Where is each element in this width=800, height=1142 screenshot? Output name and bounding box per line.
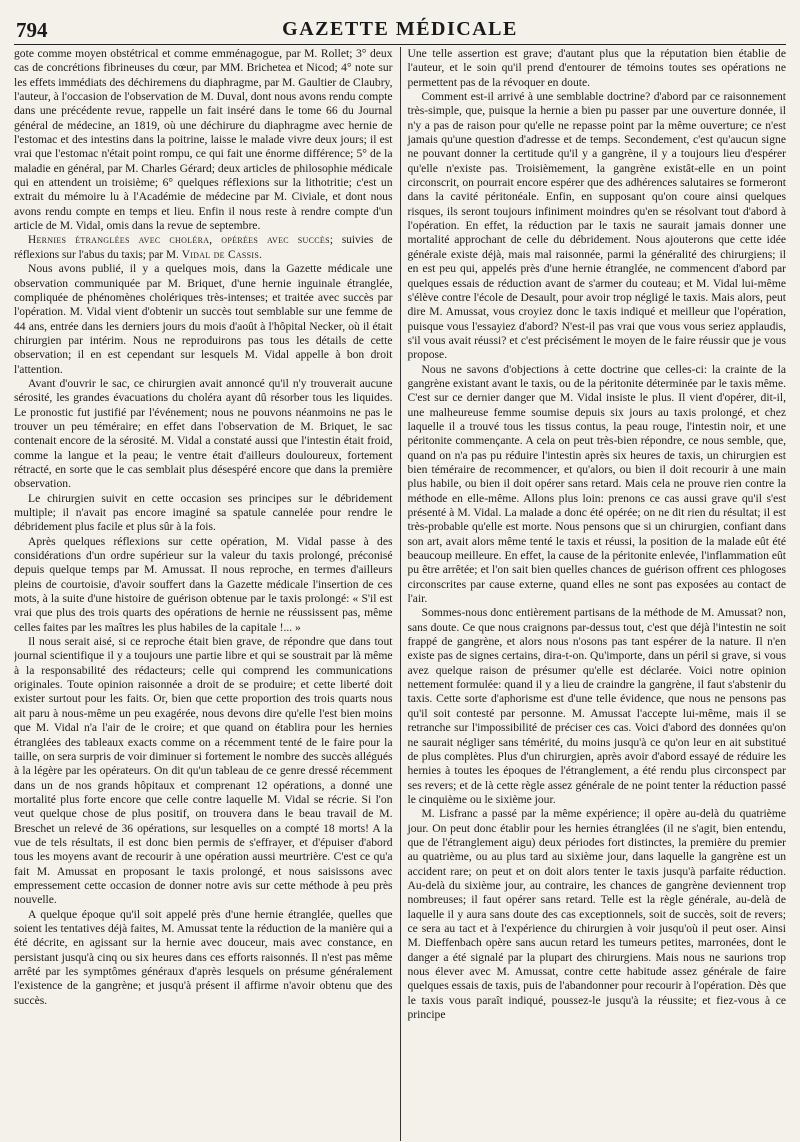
body-paragraph: Nous ne savons d'objections à cette doctrine que celles-ci: la crainte de la gangrène existant avant le taxis, ou de la péritonite déterminée par le taxis même. C'est sur ce dernier danger que M. Vidal insiste le plus. Il vient d'opérer, dit-il, une malheureuse femme soumise depuis six jours au taxis prolongé, et chez laquelle il a trouvé tous les tissus contus, la peau rouge, l'intestin noir, et une péritonite commençante. A cela on peut très-bien répondre, ce nous semble, que, quand on n'a pas pu réduire l'intestin après six heures de taxis, un chirurgien est bien téméraire de recommencer, et qu'alors, ou bien il doit recourir à une main plus habile, ou bien il doit opérer sans retard. Mais cela ne prouve rien contre la méthode en elle-même. Allons plus loin: prenons ce cas aussi grave qu'il s'est présenté à M. Vidal. La malade a donc été opérée; on ne dit rien du résultat; il est très-probable qu'elle est morte. Nous pensons que si un chirurgien, confiant dans son art, avait alors même tenté le taxis et réussi, la position de la malade eût été beaucoup meilleure. En effet, la cause de la péritonite enlevée, l'inflammation eût pu être arrêtée; et l'on sait bien quelles chances de guérison offrent ces phlogoses circonscrites par cause externe, quand elles ne sont pas exposées au contact de l'air. [407, 362, 786, 606]
body-paragraph: Avant d'ouvrir le sac, ce chirurgien avait annoncé qu'il n'y trouverait aucune sérosité, les grandes évacuations du choléra ayant dû résorber tous les liquides. Le pronostic fut justifié par l'événement; nous ne pouvons néanmoins ne pas le trouver un peu téméraire; en effet dans l'observation de M. Briquet, le sac contenait encore de la sérosité. M. Vidal a constaté aussi que l'intestin était froid, comme la langue et la peau; le ventre était d'ailleurs douloureux, fortement rétracté, en sorte que le cas semblait plus désespéré encore que dans la première observation. [14, 376, 393, 491]
review-continuation-paragraph: gote comme moyen obstétrical et comme emménagogue, par M. Rollet; 3° deux cas de concrétions fibrineuses du cœur, par MM. Brichetea et Nicod; 4° note sur les effets immédiats des déchiremens du diaphragme, par M. Gaultier de Claubry, l'auteur, à l'occasion de l'observation de M. Duval, dont nous avons rendu compte dans une précédente revue, rappelle un fait inséré dans le tome 66 du Journal général de médecine, an 1819, où une déchirure du diaphragme avec hernie de l'estomac et des intestins dans la poitrine, laisse le malade vivre deux jours; il est vrai que l'estomac n'était point rompu, ce qui fait une énorme différence; 5° de la maladie en général, par M. Charles Gérard; deux articles de philosophie médicale qui en attendent un troisième; 6° quelques réflexions sur la lithotritie; c'est un extrait du mémoire lu à l'Académie de médecine par M. Civiale, et dont nous avons rendu compte en temps et lieu. Enfin il nous reste à rendre compte d'un article de M. Vidal, omis dans la revue de septembre. [14, 47, 393, 233]
text-columns [14, 47, 786, 1141]
page-header [14, 8, 786, 45]
page-number: 794 [16, 18, 48, 42]
body-paragraph: M. Lisfranc a passé par la même expérience; il opère au-delà du quatrième jour. On peut donc établir pour les hernies étranglées (il ne s'agit, bien entendu, que de l'étranglement aigu) deux périodes fort distinctes, la première du premier au quatrième, ou au plus tard au sixième jour, dans laquelle la gangrène est un accident rare; on peut et on doit alors tenter le taxis jusqu'à parfaite réduction. Au-delà du sixième jour, au contraire, les chances de gangrène deviennent trop nombreuses; il faut opérer sans retard. Telle est la règle générale, au-delà de laquelle il y aura sans doute des cas exceptionnels, soit de succès, soit de revers; ce sera au tact et à l'expérience du chirurgien à voir jusqu'où il peut oser. Ainsi M. Dieffenbach opère sans aucun retard les tumeurs petites, marronées, dont le danger a été signalé par la plupart des chirurgiens. Mais nous ne saurions trop nous élever avec M. Amussat, contre cette habitude assez générale de faire quelques essais de taxis, puis de l'abandonner pour recourir à l'opération. Dès que le taxis vous paraît indiqué, poussez-le jusqu'à la réussite; et fiez-vous à ce principe [407, 807, 786, 1022]
body-paragraph: Après quelques réflexions sur cette opération, M. Vidal passe à des considérations d'un ordre supérieur sur la valeur du taxis prolongé, préconisé depuis quelque temps par M. Amussat. Il nous reproche, en termes d'ailleurs pleins de courtoisie, d'avoir souffert dans la Gazette médicale l'insertion de ces mots, à la suite d'une histoire de guérison obtenue par le taxis prolongé: « S'il est vrai que plus des trois quarts des opérations de hernie ne réussissent pas, même celles faites par les maîtres les plus habiles de la capitale !... » [14, 534, 393, 634]
section-heading-author: Vidal de Cassis. [181, 248, 263, 261]
body-paragraph: Il nous serait aisé, si ce reproche était bien grave, de répondre que dans tout journal scientifique il y a toujours une partie libre et qui se soustrait par là même à la responsabilité des rédacteurs; celle qui comprend les communications originales. Toute opinion raisonnée a droit de se produire; et cette liberté doit exister surtout pour les faits. Or, bien que cette proportion des trois quarts nous ait paru à nous-même un peu exagérée, nous devons dire qu'elle l'est bien moins que M. Vidal n'a l'air de le croire; et que quand on établira pour les hernies étranglées des tableaux exacts comme on a récemment tenté de le faire pour la taille, on sera surpris de voir diminuer si fortement le nombre des succès allégués à la légère par les opérateurs. On dit qu'un tableau de ce genre dressé récemment dans un de nos grands hôpitaux et comprenant 12 opérations, a donné une mortalité plus forte encore que celle contre laquelle M. Vidal se récrie. Si l'on veut quelque chose de plus positif, on trouvera dans le beau travail de M. Breschet un relevé de 36 opérations, sur lesquelles on a compté 18 morts! A la vue de tels résultats, il est donc bien permis de s'effrayer, et d'épuiser d'abord tous les moyens avant de recourir à une opération aussi meurtrière. C'est ce qu'a fait M. Amussat en proposant le taxis prolongé, et nous saisissons avec empressement cette occasion de donner notre avis sur cette méthode à peu près nouvelle. [14, 635, 393, 907]
right-column [400, 47, 787, 1141]
body-paragraph: Nous avons publié, il y a quelques mois, dans la Gazette médicale une observation communiquée par M. Briquet, d'une hernie inguinale étranglée, compliquée de phénomènes cholériques très-intenses; et traitée avec succès par l'opération. M. Vidal vient d'obtenir un succès tout semblable sur une femme de 44 ans, entrée dans les derniers jours du mois d'août à l'hôpital Necker, où il était chirurgien par intérim. Nous ne reproduirons pas tous les détails de cette observation; il en est cependant sur lesquels M. Vidal appelle à bon droit l'attention. [14, 262, 393, 376]
section-heading-subtitle: suivies de réflexions sur l'abus du taxis; par M. [14, 234, 393, 261]
section-heading-title: Hernies étranglées avec choléra, opérées avec succès; [28, 234, 334, 247]
section-heading [14, 233, 393, 262]
body-paragraph: Une telle assertion est grave; d'autant plus que la réputation bien établie de l'auteur, et le soin qu'il prend d'entourer de témoins toutes ses opérations ne permettent pas de la révoquer en doute. [407, 47, 786, 89]
journal-title: GAZETTE MÉDICALE [282, 18, 518, 40]
body-paragraph: Le chirurgien suivit en cette occasion ses principes sur le débridement multiple; il n'avait pas encore imaginé sa spatule cannelée pour rendre le débridement plus facile et plus sûr à la fois. [14, 491, 393, 534]
body-paragraph: A quelque époque qu'il soit appelé près d'une hernie étranglée, quelles que soient les tentatives déjà faites, M. Amussat tente la réduction de la manière qui a été décrite, en agissant sur la hernie avec douceur, mais avec constance, en persistant jusqu'à cinq ou six heures dans ces efforts raisonnés. Il n'est pas même arrêté par les symptômes généraux d'après lesquels on présume généralement l'existence de la gangrène; et jusqu'à présent il affirme n'avoir obtenu que des succès. [14, 907, 393, 1007]
body-paragraph: Sommes-nous donc entièrement partisans de la méthode de M. Amussat? non, sans doute. Ce que nous craignons par-dessus tout, c'est que déjà l'intestin ne soit frappé de gangrène, et alors nous n'osons pas tant espérer de la nature. Il n'en existe pas de signes certains, dira-t-on. Qu'importe, dans un péril si grave, si vous avez quelque raison de présumer qu'elle est déclarée. Voici notre opinion nettement formulée: quand il y a lieu de craindre la gangrène, il faut s'abstenir du taxis. Cette sorte d'aphorisme est d'une telle évidence, que nous ne pensons pas qu'il soit contesté par personne. M. Amussat l'accepte lui-même, mais il se retranche sur l'impossibilité de préciser ces cas. Voici d'abord des données qu'on ne saurait négliger sans témérité, du moins jusqu'à ce qu'on leur en ait substitué de plus complètes. Plus d'un chirurgien, après avoir d'abord essayé de réduire les hernies à toutes les époques de l'étranglement, a été rendu plus circonspect par ses revers; et de là cette règle assez générale de ne point tenter la réduction passé le cinquième ou le sixième jour. [407, 606, 786, 806]
left-column [14, 47, 400, 1141]
body-paragraph: Comment est-il arrivé à une semblable doctrine? d'abord par ce raisonnement très-simple, que, puisque la hernie a bien pu passer par une ouverture donnée, il n'y a pas de raison pour qu'elle ne repasse point par la même ouverture; ce n'est jamais qu'une question d'adresse et de temps. Secondement, c'est qu'aucun signe ne pouvant donner la certitude qu'il y a gangrène, il y a toujours lieu d'espérer qu'elle n'existe pas. Troisièmement, la gangrène existât-elle en un point circonscrit, on pourrait encore espérer que des adhérences salutaires se formeront dans la cavité péritonéale. Enfin, en supposant qu'on coure ainsi quelques risques, ils seront toujours infiniment moindres qu'en se résolvant tout d'abord à l'opération. En effet, la réduction par le taxis ne saurait jamais donner une mortalité approchant de celle du débridement. Nous ajouterons que cette idée générale existe déjà, mais mal raisonnée, parmi la généralité des chirurgiens; il en est peu qui, appelés près d'une hernie étranglée, ne commencent d'abord par quelques essais de réduction avant de s'armer du couteau; et M. Vidal lui-même s'élève contre l'école de Desault, pour avoir trop négligé le taxis. Mais alors, peut dire M. Amussat, vous croyiez donc le taxis indiqué et meilleur que l'opération, puisque vous l'essayiez d'abord? N'est-il pas vrai que vous vous seriez applaudis, s'il vous avait réussi? et c'est précisément le moyen de le faire réussir que je vous propose. [407, 90, 786, 362]
